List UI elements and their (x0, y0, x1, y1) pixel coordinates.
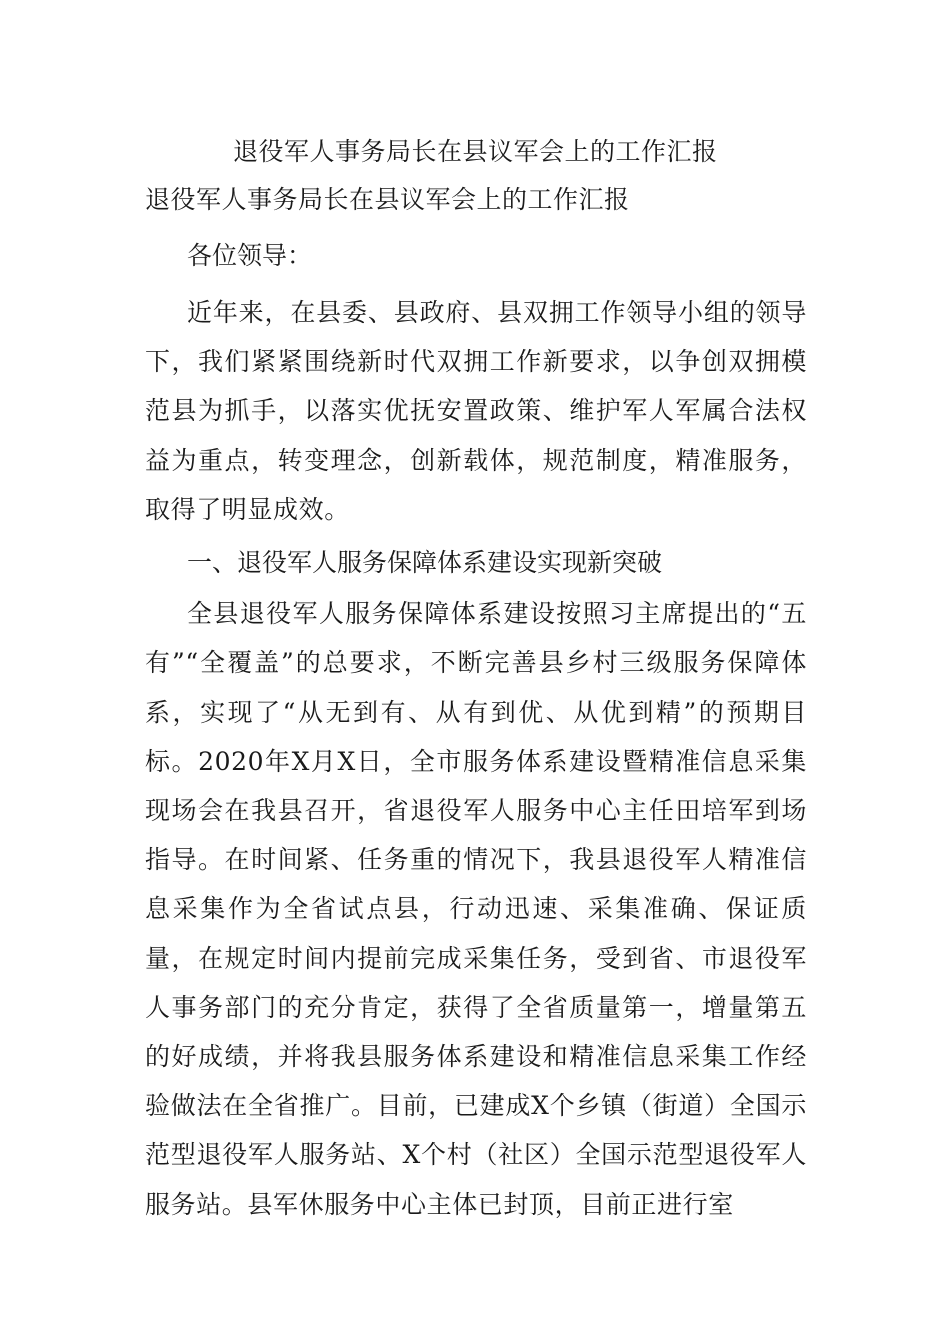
paragraph-section-1: 全县退役军人服务保障体系建设按照习主席提出的“五有”“全覆盖”的总要求，不断完善县乡村三级服务保障体系，实现了“从无到有、从有到优、从优到精”的预期目标。2020年X月X日，全市服务体系建设暨精准信息采集现场会在我县召开，省退役军人服务中心主任田培军到场指导。在时间紧、任务重的情况下，我县退役军人精准信息采集作为全省试点县，行动迅速、采集准确、保证质量，在规定时间内提前完成采集任务，受到省、市退役军人事务部门的充分肯定，获得了全省质量第一，增量第五的好成绩，并将我县服务体系建设和精准信息采集工作经验做法在全省推广。目前，已建成X个乡镇（街道）全国示范型退役军人服务站、X个村（社区）全国示范型退役军人服务站。县军休服务中心主体已封顶，目前正进行室 (145, 599, 807, 1219)
greeting: 各位领导： (187, 241, 313, 270)
section-heading: 一、退役军人服务保障体系建设实现新突破 (187, 548, 663, 578)
document-body (145, 128, 807, 1229)
document-subtitle: 退役军人事务局长在县议军会上的工作汇报 (145, 185, 630, 214)
paragraph-intro: 近年来，在县委、县政府、县双拥工作领导小组的领导下，我们紧紧围绕新时代双拥工作新要求，以争创双拥模范县为抓手，以落实优抚安置政策、维护军人军属合法权益为重点，转变理念，创新载体，规范制度，精准服务，取得了明显成效。 (145, 298, 807, 524)
document-title: 退役军人事务局长在县议军会上的工作汇报 (233, 137, 718, 166)
